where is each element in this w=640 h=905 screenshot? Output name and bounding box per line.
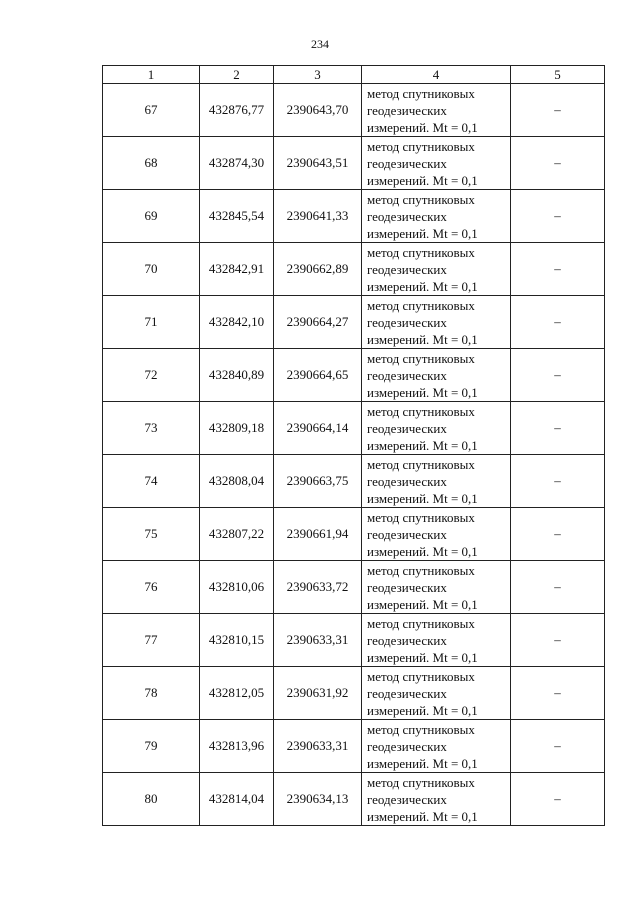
table-row	[103, 773, 605, 826]
column-header-2: 2	[200, 66, 274, 84]
point-number-cell: 70	[103, 243, 200, 296]
point-number-cell: 77	[103, 614, 200, 667]
table-row	[103, 296, 605, 349]
method-line: метод спутниковых	[367, 509, 475, 525]
note-cell: –	[511, 614, 605, 667]
point-number-cell: 72	[103, 349, 200, 402]
table-row	[103, 455, 605, 508]
coordinate-x-cell: 432842,10	[200, 296, 274, 349]
method-line: геодезических	[367, 579, 447, 595]
point-number-cell: 78	[103, 667, 200, 720]
table-row	[103, 720, 605, 773]
note-cell: –	[511, 720, 605, 773]
method-line: измерений. Mt = 0,1	[367, 755, 478, 771]
point-number-cell: 79	[103, 720, 200, 773]
method-line: измерений. Mt = 0,1	[367, 172, 478, 188]
method-cell	[362, 720, 511, 773]
table-row	[103, 190, 605, 243]
coordinate-y-cell: 2390641,33	[274, 190, 362, 243]
method-line: метод спутниковых	[367, 456, 475, 472]
point-number-cell: 75	[103, 508, 200, 561]
table-row	[103, 243, 605, 296]
method-cell	[362, 508, 511, 561]
point-number-cell: 73	[103, 402, 200, 455]
note-cell: –	[511, 137, 605, 190]
point-number-cell: 76	[103, 561, 200, 614]
method-cell	[362, 84, 511, 137]
coordinate-x-cell: 432809,18	[200, 402, 274, 455]
table-row	[103, 667, 605, 720]
method-line: метод спутниковых	[367, 721, 475, 737]
method-line: геодезических	[367, 526, 447, 542]
method-line: метод спутниковых	[367, 403, 475, 419]
coordinate-y-cell: 2390664,65	[274, 349, 362, 402]
method-line: геодезических	[367, 473, 447, 489]
method-line: метод спутниковых	[367, 244, 475, 260]
note-cell: –	[511, 296, 605, 349]
method-line: геодезических	[367, 314, 447, 330]
table-header	[103, 66, 605, 84]
coordinate-x-cell: 432840,89	[200, 349, 274, 402]
coordinate-x-cell: 432814,04	[200, 773, 274, 826]
coordinate-y-cell: 2390633,72	[274, 561, 362, 614]
method-line: измерений. Mt = 0,1	[367, 119, 478, 135]
column-header-5: 5	[511, 66, 605, 84]
coordinate-y-cell: 2390643,70	[274, 84, 362, 137]
coordinate-y-cell: 2390664,14	[274, 402, 362, 455]
method-line: измерений. Mt = 0,1	[367, 543, 478, 559]
method-line: геодезических	[367, 791, 447, 807]
coordinate-x-cell: 432807,22	[200, 508, 274, 561]
method-line: метод спутниковых	[367, 191, 475, 207]
note-cell: –	[511, 667, 605, 720]
method-cell	[362, 243, 511, 296]
coordinate-y-cell: 2390661,94	[274, 508, 362, 561]
method-line: геодезических	[367, 685, 447, 701]
method-line: геодезических	[367, 367, 447, 383]
point-number-cell: 71	[103, 296, 200, 349]
method-line: метод спутниковых	[367, 350, 475, 366]
method-cell	[362, 773, 511, 826]
column-header-4: 4	[362, 66, 511, 84]
table-body	[103, 84, 605, 826]
method-line: измерений. Mt = 0,1	[367, 702, 478, 718]
method-cell	[362, 561, 511, 614]
method-line: метод спутниковых	[367, 615, 475, 631]
page-number: 234	[311, 37, 329, 51]
method-line: метод спутниковых	[367, 562, 475, 578]
method-line: измерений. Mt = 0,1	[367, 490, 478, 506]
table-row	[103, 614, 605, 667]
point-number-cell: 80	[103, 773, 200, 826]
method-line: геодезических	[367, 632, 447, 648]
method-cell	[362, 190, 511, 243]
method-line: геодезических	[367, 155, 447, 171]
table-row	[103, 508, 605, 561]
coordinate-y-cell: 2390663,75	[274, 455, 362, 508]
point-number-cell: 69	[103, 190, 200, 243]
table-row	[103, 84, 605, 137]
method-line: измерений. Mt = 0,1	[367, 808, 478, 824]
method-line: измерений. Mt = 0,1	[367, 331, 478, 347]
coordinate-y-cell: 2390633,31	[274, 614, 362, 667]
method-line: метод спутниковых	[367, 138, 475, 154]
method-line: измерений. Mt = 0,1	[367, 437, 478, 453]
note-cell: –	[511, 84, 605, 137]
method-line: измерений. Mt = 0,1	[367, 649, 478, 665]
point-number-cell: 67	[103, 84, 200, 137]
method-line: метод спутниковых	[367, 668, 475, 684]
method-cell	[362, 614, 511, 667]
note-cell: –	[511, 508, 605, 561]
coordinate-x-cell: 432876,77	[200, 84, 274, 137]
method-line: геодезических	[367, 420, 447, 436]
coordinate-x-cell: 432845,54	[200, 190, 274, 243]
column-header-3: 3	[274, 66, 362, 84]
coordinates-table	[102, 65, 605, 826]
coordinate-y-cell: 2390631,92	[274, 667, 362, 720]
method-line: измерений. Mt = 0,1	[367, 225, 478, 241]
method-line: геодезических	[367, 208, 447, 224]
coordinate-y-cell: 2390643,51	[274, 137, 362, 190]
note-cell: –	[511, 561, 605, 614]
method-line: метод спутниковых	[367, 297, 475, 313]
coordinate-x-cell: 432812,05	[200, 667, 274, 720]
coordinate-x-cell: 432810,15	[200, 614, 274, 667]
method-line: метод спутниковых	[367, 85, 475, 101]
coordinate-x-cell: 432813,96	[200, 720, 274, 773]
method-line: измерений. Mt = 0,1	[367, 278, 478, 294]
method-cell	[362, 137, 511, 190]
method-line: геодезических	[367, 261, 447, 277]
method-line: геодезических	[367, 102, 447, 118]
note-cell: –	[511, 773, 605, 826]
method-cell	[362, 402, 511, 455]
coordinate-y-cell: 2390634,13	[274, 773, 362, 826]
table-row	[103, 402, 605, 455]
method-cell	[362, 455, 511, 508]
coordinate-y-cell: 2390633,31	[274, 720, 362, 773]
note-cell: –	[511, 402, 605, 455]
coordinate-y-cell: 2390662,89	[274, 243, 362, 296]
coordinate-x-cell: 432810,06	[200, 561, 274, 614]
note-cell: –	[511, 455, 605, 508]
note-cell: –	[511, 243, 605, 296]
method-cell	[362, 667, 511, 720]
point-number-cell: 68	[103, 137, 200, 190]
column-header-1: 1	[103, 66, 200, 84]
point-number-cell: 74	[103, 455, 200, 508]
coordinate-y-cell: 2390664,27	[274, 296, 362, 349]
note-cell: –	[511, 190, 605, 243]
method-cell	[362, 349, 511, 402]
method-line: измерений. Mt = 0,1	[367, 596, 478, 612]
table-row	[103, 349, 605, 402]
coordinate-x-cell: 432808,04	[200, 455, 274, 508]
method-line: метод спутниковых	[367, 774, 475, 790]
note-cell: –	[511, 349, 605, 402]
table-row	[103, 561, 605, 614]
header-row	[103, 66, 605, 84]
method-line: геодезических	[367, 738, 447, 754]
coordinate-x-cell: 432874,30	[200, 137, 274, 190]
method-cell	[362, 296, 511, 349]
coordinate-x-cell: 432842,91	[200, 243, 274, 296]
table-row	[103, 137, 605, 190]
method-line: измерений. Mt = 0,1	[367, 384, 478, 400]
